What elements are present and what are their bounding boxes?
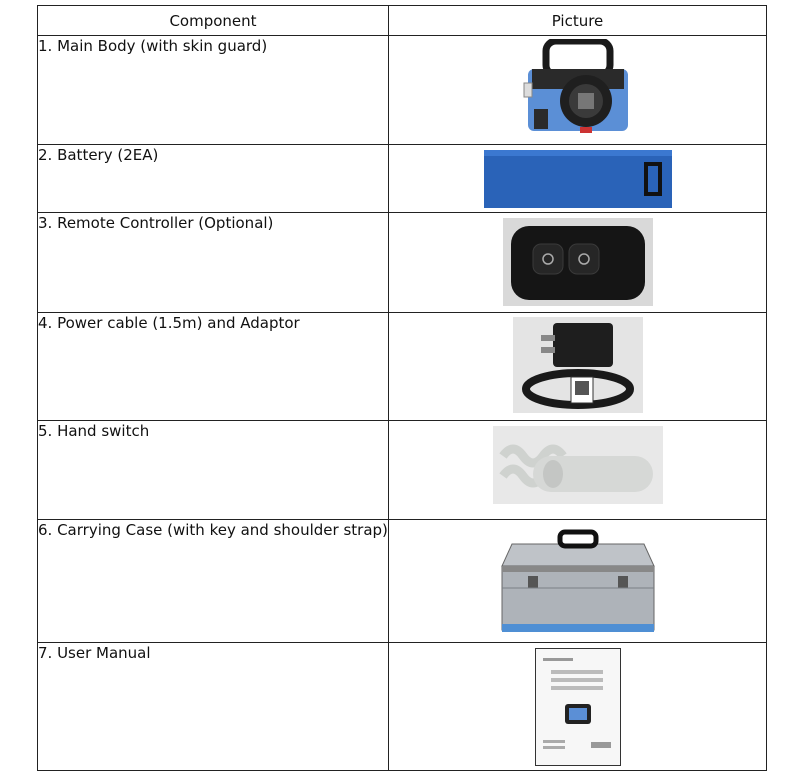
component-picture-cell [389,520,767,643]
table-row [38,36,767,145]
component-picture-cell [389,36,767,145]
table-row [38,421,767,520]
component-picture-cell [389,643,767,771]
table-row [38,520,767,643]
table-row [38,145,767,213]
component-picture-cell [389,313,767,421]
table-row [38,643,767,771]
hand-switch-photo [493,426,663,504]
battery-photo [484,150,672,208]
carrying-case-photo [498,526,658,636]
component-name: 3. Remote Controller (Optional) [38,213,389,313]
header-picture: Picture [389,6,767,36]
component-name: 6. Carrying Case (with key and shoulder strap) [38,520,389,643]
device-main-body-photo [518,39,638,139]
table-row [38,313,767,421]
component-picture-cell [389,213,767,313]
header-row [38,6,767,36]
component-name: 4. Power cable (1.5m) and Adaptor [38,313,389,421]
component-name: 1. Main Body (with skin guard) [38,36,389,145]
component-name: 2. Battery (2EA) [38,145,389,213]
user-manual-photo [535,648,621,766]
header-component: Component [38,6,389,36]
component-picture-cell [389,145,767,213]
component-picture-cell [389,421,767,520]
table-row [38,213,767,313]
remote-controller-photo [503,218,653,306]
power-cable-adaptor-photo [513,317,643,413]
component-name: 7. User Manual [38,643,389,771]
component-name: 5. Hand switch [38,421,389,520]
components-table [37,5,767,771]
